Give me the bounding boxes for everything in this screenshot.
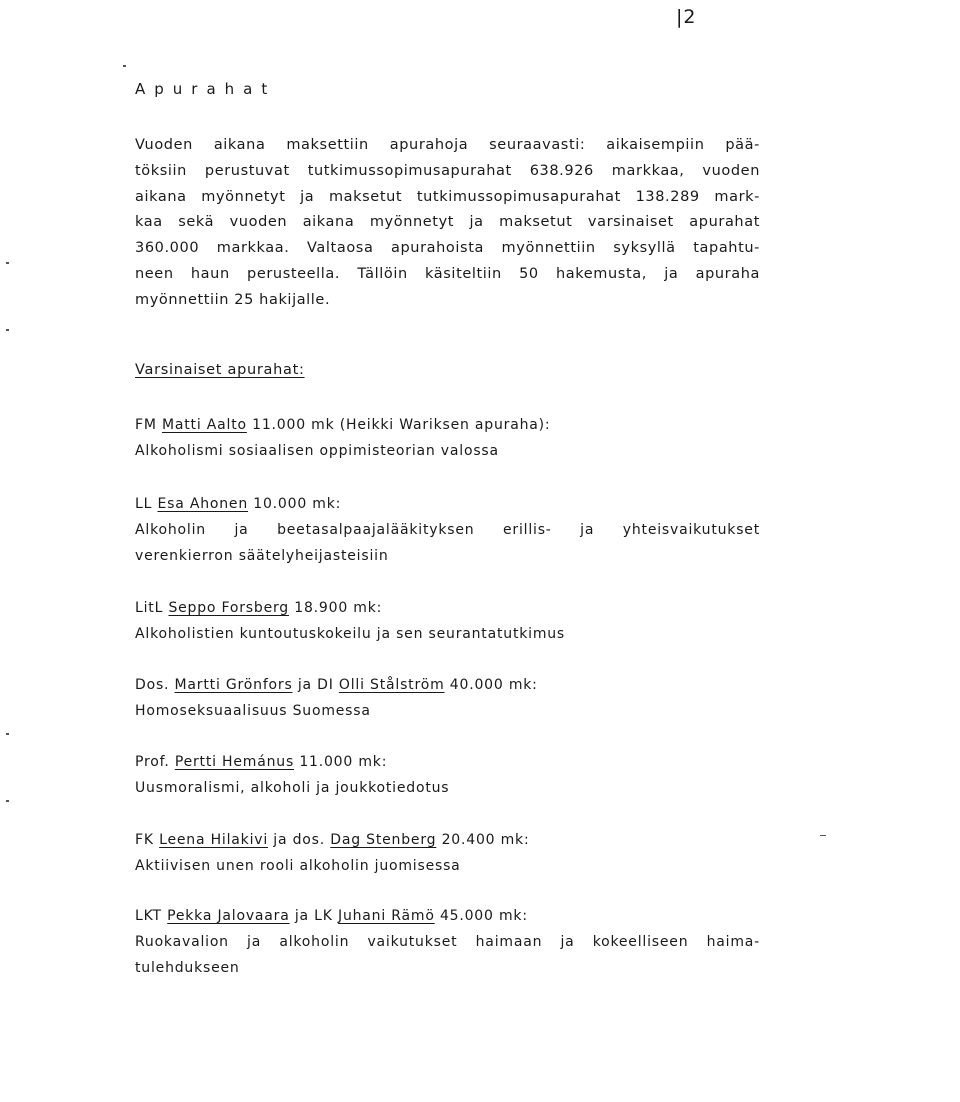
grant-entry bbox=[135, 750, 760, 802]
grant-recipients bbox=[135, 828, 760, 854]
recipient-title: LitL bbox=[135, 600, 169, 616]
recipient-name: Leena Hilakivi bbox=[159, 832, 269, 848]
recipient-name: Pekka Jalovaara bbox=[167, 908, 290, 924]
grant-topic: Aktiivisen unen rooli alkoholin juomisessa bbox=[135, 857, 461, 874]
grant-entry bbox=[135, 492, 760, 569]
grant-topic: verenkierron säätelyheijasteisiin bbox=[135, 547, 389, 564]
grant-amount: 11.000 mk (Heikki Wariksen apuraha): bbox=[246, 417, 551, 433]
recipient-title: Prof. bbox=[135, 754, 175, 770]
recipient-joiner: ja dos. bbox=[268, 832, 331, 848]
recipient-name: Pertti Hemánus bbox=[174, 754, 295, 770]
grant-recipients bbox=[135, 904, 760, 930]
intro-paragraph bbox=[135, 133, 760, 314]
scan-speck bbox=[6, 329, 9, 331]
grant-amount: 20.400 mk: bbox=[436, 832, 530, 848]
grant-entry bbox=[135, 673, 760, 725]
page-number: |2 bbox=[676, 6, 697, 28]
recipient-joiner: ja DI bbox=[292, 677, 339, 693]
grant-entry bbox=[135, 413, 760, 465]
grant-recipients bbox=[135, 413, 760, 439]
intro-line: 360.000 markkaa. Valtaosa apurahoista myönnettiin syksyllä tapahtu- bbox=[135, 240, 760, 257]
intro-line: aikana myönnetyt ja maksetut tutkimussopimusapurahat 138.289 mark- bbox=[135, 188, 760, 205]
grant-entry bbox=[135, 828, 760, 880]
scan-speck bbox=[6, 800, 9, 802]
scan-speck bbox=[6, 262, 9, 264]
scan-speck bbox=[123, 65, 126, 67]
recipient-title: FK bbox=[135, 832, 160, 848]
recipient-name: Matti Aalto bbox=[161, 417, 247, 433]
recipient-name: Martti Grönfors bbox=[174, 677, 293, 693]
grant-topic: Alkoholistien kuntoutuskokeilu ja sen seurantatutkimus bbox=[135, 625, 566, 642]
grants-section-title: Varsinaiset apurahat: bbox=[135, 362, 305, 378]
grant-topic: Ruokavalion ja alkoholin vaikutukset haimaan ja kokeelliseen haima- bbox=[135, 933, 760, 950]
recipient-title: Dos. bbox=[135, 677, 175, 693]
scan-speck bbox=[6, 733, 9, 735]
grant-recipients bbox=[135, 673, 760, 699]
recipient-name: Olli Stålström bbox=[338, 677, 445, 693]
intro-line: neen haun perusteella. Tällöin käsiteltiin 50 hakemusta, ja apuraha bbox=[135, 265, 760, 282]
grant-amount: 18.900 mk: bbox=[289, 600, 383, 616]
recipient-joiner: ja LK bbox=[289, 908, 339, 924]
section-heading: Apurahat bbox=[135, 80, 277, 98]
grant-topic: tulehdukseen bbox=[135, 959, 240, 976]
intro-line: kaa sekä vuoden aikana myönnetyt ja maksetut varsinaiset apurahat bbox=[135, 214, 760, 231]
intro-line: töksiin perustuvat tutkimussopimusapurahat 638.926 markkaa, vuoden bbox=[135, 162, 760, 179]
grant-recipients bbox=[135, 492, 760, 518]
recipient-title: LL bbox=[135, 496, 158, 512]
grant-topic: Alkoholismi sosiaalisen oppimisteorian valossa bbox=[135, 442, 499, 459]
grant-topic: Uusmoralismi, alkoholi ja joukkotiedotus bbox=[135, 779, 450, 796]
grant-recipients bbox=[135, 750, 760, 776]
recipient-name: Juhani Rämö bbox=[338, 908, 435, 924]
grant-amount: 10.000 mk: bbox=[248, 496, 342, 512]
intro-line: myönnettiin 25 hakijalle. bbox=[135, 291, 331, 308]
grant-entry bbox=[135, 904, 760, 981]
recipient-name: Seppo Forsberg bbox=[168, 600, 289, 616]
grant-amount: 45.000 mk: bbox=[434, 908, 528, 924]
grant-topic: Alkoholin ja beetasalpaajalääkityksen erillis- ja yhteisvaikutukset bbox=[135, 521, 760, 538]
grant-recipients bbox=[135, 596, 760, 622]
recipient-name: Esa Ahonen bbox=[157, 496, 248, 512]
grant-amount: 11.000 mk: bbox=[294, 754, 388, 770]
recipient-title: LKT bbox=[135, 908, 168, 924]
recipient-title: FM bbox=[135, 417, 162, 433]
grant-amount: 40.000 mk: bbox=[444, 677, 538, 693]
intro-line: Vuoden aikana maksettiin apurahoja seuraavasti: aikaisempiin pää- bbox=[135, 137, 760, 153]
recipient-name: Dag Stenberg bbox=[330, 832, 437, 848]
scan-speck bbox=[820, 835, 826, 836]
grant-topic: Homoseksuaalisuus Suomessa bbox=[135, 702, 371, 719]
grant-entry bbox=[135, 596, 760, 648]
